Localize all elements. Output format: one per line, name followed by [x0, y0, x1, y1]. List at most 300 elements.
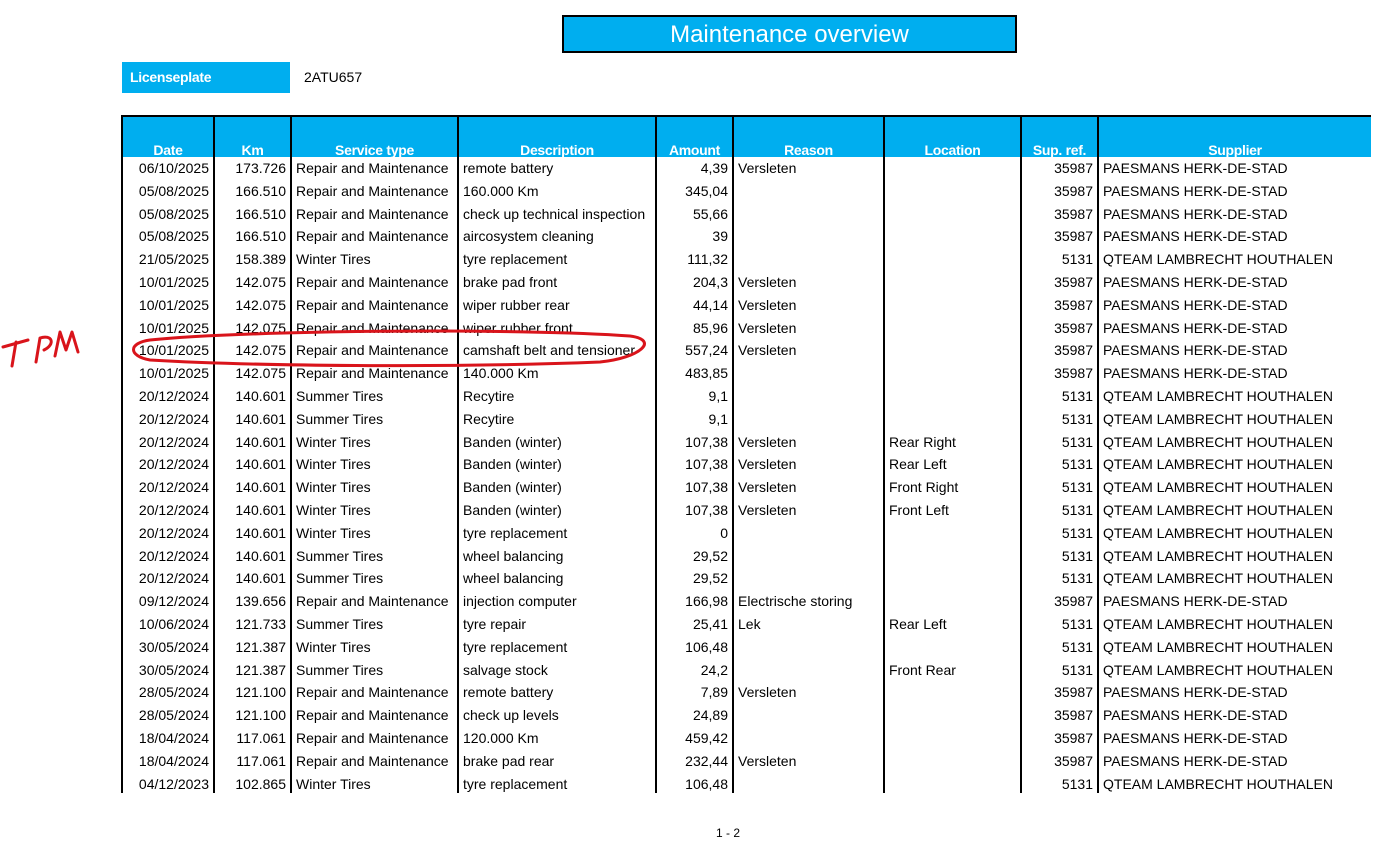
cell-location	[884, 567, 1021, 590]
cell-sup-ref: 35987	[1021, 180, 1098, 203]
cell-supplier: PAESMANS HERK-DE-STAD	[1098, 317, 1371, 340]
cell-supplier: QTEAM LAMBRECHT HOUTHALEN	[1098, 567, 1371, 590]
cell-date: 10/01/2025	[122, 271, 214, 294]
cell-service-type: Winter Tires	[291, 431, 458, 454]
cell-amount: 7,89	[656, 681, 733, 704]
cell-amount: 9,1	[656, 408, 733, 431]
cell-reason	[733, 180, 884, 203]
cell-location	[884, 636, 1021, 659]
cell-sup-ref: 35987	[1021, 362, 1098, 385]
cell-reason	[733, 636, 884, 659]
cell-sup-ref: 35987	[1021, 339, 1098, 362]
cell-service-type: Winter Tires	[291, 453, 458, 476]
table-row	[122, 476, 1371, 499]
cell-location	[884, 157, 1021, 180]
cell-km: 140.601	[214, 408, 291, 431]
cell-date: 20/12/2024	[122, 408, 214, 431]
cell-service-type: Summer Tires	[291, 659, 458, 682]
cell-reason	[733, 545, 884, 568]
cell-location	[884, 681, 1021, 704]
cell-location	[884, 180, 1021, 203]
table-row	[122, 431, 1371, 454]
cell-date: 20/12/2024	[122, 431, 214, 454]
cell-date: 05/08/2025	[122, 203, 214, 226]
column-header-amount[interactable]: Amount	[656, 116, 733, 157]
cell-km: 140.601	[214, 385, 291, 408]
cell-service-type: Repair and Maintenance	[291, 590, 458, 613]
cell-reason: Versleten	[733, 476, 884, 499]
cell-description: remote battery	[458, 157, 656, 180]
cell-supplier: QTEAM LAMBRECHT HOUTHALEN	[1098, 453, 1371, 476]
cell-km: 142.075	[214, 362, 291, 385]
cell-amount: 9,1	[656, 385, 733, 408]
cell-sup-ref: 35987	[1021, 317, 1098, 340]
table-row	[122, 567, 1371, 590]
cell-sup-ref: 35987	[1021, 203, 1098, 226]
cell-km: 121.100	[214, 704, 291, 727]
cell-description: Banden (winter)	[458, 453, 656, 476]
cell-sup-ref: 5131	[1021, 408, 1098, 431]
cell-date: 20/12/2024	[122, 545, 214, 568]
cell-location	[884, 294, 1021, 317]
column-header-reason[interactable]: Reason	[733, 116, 884, 157]
cell-reason	[733, 248, 884, 271]
annotation-letter-t	[3, 340, 28, 366]
cell-description: brake pad rear	[458, 750, 656, 773]
cell-amount: 459,42	[656, 727, 733, 750]
table-row	[122, 339, 1371, 362]
column-header-supplier[interactable]: Supplier	[1098, 116, 1371, 157]
cell-date: 20/12/2024	[122, 385, 214, 408]
cell-amount: 39	[656, 225, 733, 248]
cell-km: 139.656	[214, 590, 291, 613]
cell-description: wheel balancing	[458, 567, 656, 590]
cell-service-type: Summer Tires	[291, 385, 458, 408]
table-row	[122, 704, 1371, 727]
cell-reason	[733, 773, 884, 793]
cell-reason: Versleten	[733, 431, 884, 454]
cell-date: 10/01/2025	[122, 362, 214, 385]
cell-service-type: Repair and Maintenance	[291, 750, 458, 773]
cell-description: wheel balancing	[458, 545, 656, 568]
cell-location	[884, 203, 1021, 226]
cell-km: 140.601	[214, 545, 291, 568]
cell-reason	[733, 659, 884, 682]
cell-supplier: PAESMANS HERK-DE-STAD	[1098, 271, 1371, 294]
cell-location	[884, 545, 1021, 568]
cell-km: 158.389	[214, 248, 291, 271]
table-row	[122, 613, 1371, 636]
cell-km: 117.061	[214, 727, 291, 750]
cell-location	[884, 773, 1021, 793]
cell-supplier: PAESMANS HERK-DE-STAD	[1098, 750, 1371, 773]
cell-sup-ref: 5131	[1021, 476, 1098, 499]
column-header-service-type[interactable]: Service type	[291, 116, 458, 157]
cell-amount: 29,52	[656, 567, 733, 590]
cell-location	[884, 271, 1021, 294]
table-row	[122, 727, 1371, 750]
cell-sup-ref: 35987	[1021, 271, 1098, 294]
cell-sup-ref: 35987	[1021, 157, 1098, 180]
cell-date: 21/05/2025	[122, 248, 214, 271]
cell-location	[884, 704, 1021, 727]
cell-amount: 107,38	[656, 431, 733, 454]
cell-service-type: Repair and Maintenance	[291, 317, 458, 340]
cell-amount: 24,89	[656, 704, 733, 727]
cell-amount: 166,98	[656, 590, 733, 613]
cell-reason	[733, 203, 884, 226]
cell-supplier: PAESMANS HERK-DE-STAD	[1098, 294, 1371, 317]
cell-sup-ref: 5131	[1021, 522, 1098, 545]
cell-description: salvage stock	[458, 659, 656, 682]
table-row	[122, 408, 1371, 431]
cell-sup-ref: 5131	[1021, 773, 1098, 793]
cell-amount: 29,52	[656, 545, 733, 568]
cell-service-type: Summer Tires	[291, 613, 458, 636]
cell-location	[884, 522, 1021, 545]
cell-reason	[733, 727, 884, 750]
cell-description: tyre replacement	[458, 248, 656, 271]
cell-date: 28/05/2024	[122, 704, 214, 727]
cell-service-type: Winter Tires	[291, 636, 458, 659]
cell-service-type: Winter Tires	[291, 773, 458, 793]
cell-km: 166.510	[214, 180, 291, 203]
cell-reason	[733, 362, 884, 385]
cell-km: 142.075	[214, 317, 291, 340]
cell-description: Banden (winter)	[458, 499, 656, 522]
cell-sup-ref: 35987	[1021, 681, 1098, 704]
cell-location: Rear Left	[884, 453, 1021, 476]
table-row	[122, 636, 1371, 659]
cell-description: brake pad front	[458, 271, 656, 294]
cell-supplier: QTEAM LAMBRECHT HOUTHALEN	[1098, 431, 1371, 454]
cell-km: 117.061	[214, 750, 291, 773]
cell-service-type: Winter Tires	[291, 499, 458, 522]
cell-description: check up levels	[458, 704, 656, 727]
cell-location	[884, 750, 1021, 773]
cell-reason: Versleten	[733, 271, 884, 294]
cell-description: 140.000 Km	[458, 362, 656, 385]
cell-reason	[733, 385, 884, 408]
cell-supplier: QTEAM LAMBRECHT HOUTHALEN	[1098, 476, 1371, 499]
cell-location	[884, 317, 1021, 340]
cell-service-type: Winter Tires	[291, 476, 458, 499]
cell-amount: 4,39	[656, 157, 733, 180]
cell-location: Front Rear	[884, 659, 1021, 682]
table-row	[122, 659, 1371, 682]
cell-service-type: Repair and Maintenance	[291, 180, 458, 203]
table-row	[122, 203, 1371, 226]
cell-sup-ref: 5131	[1021, 385, 1098, 408]
cell-date: 20/12/2024	[122, 476, 214, 499]
cell-location	[884, 727, 1021, 750]
cell-sup-ref: 35987	[1021, 294, 1098, 317]
cell-reason	[733, 704, 884, 727]
cell-date: 05/08/2025	[122, 180, 214, 203]
cell-description: Recytire	[458, 408, 656, 431]
table-row	[122, 294, 1371, 317]
cell-reason: Versleten	[733, 499, 884, 522]
cell-supplier: QTEAM LAMBRECHT HOUTHALEN	[1098, 545, 1371, 568]
cell-service-type: Repair and Maintenance	[291, 271, 458, 294]
cell-location: Front Left	[884, 499, 1021, 522]
cell-date: 18/04/2024	[122, 750, 214, 773]
cell-km: 166.510	[214, 203, 291, 226]
annotation-letter-m	[55, 332, 78, 356]
cell-sup-ref: 5131	[1021, 431, 1098, 454]
cell-km: 142.075	[214, 271, 291, 294]
cell-description: Banden (winter)	[458, 476, 656, 499]
cell-service-type: Repair and Maintenance	[291, 157, 458, 180]
cell-sup-ref: 5131	[1021, 613, 1098, 636]
cell-reason	[733, 522, 884, 545]
cell-amount: 232,44	[656, 750, 733, 773]
cell-reason	[733, 225, 884, 248]
cell-amount: 557,24	[656, 339, 733, 362]
cell-sup-ref: 35987	[1021, 750, 1098, 773]
cell-amount: 44,14	[656, 294, 733, 317]
cell-km: 121.387	[214, 636, 291, 659]
cell-description: 120.000 Km	[458, 727, 656, 750]
cell-supplier: PAESMANS HERK-DE-STAD	[1098, 704, 1371, 727]
cell-supplier: QTEAM LAMBRECHT HOUTHALEN	[1098, 522, 1371, 545]
cell-amount: 111,32	[656, 248, 733, 271]
cell-reason: Versleten	[733, 317, 884, 340]
cell-description: aircosystem cleaning	[458, 225, 656, 248]
cell-service-type: Winter Tires	[291, 248, 458, 271]
cell-reason: Versleten	[733, 339, 884, 362]
cell-reason: Lek	[733, 613, 884, 636]
cell-supplier: QTEAM LAMBRECHT HOUTHALEN	[1098, 408, 1371, 431]
cell-amount: 24,2	[656, 659, 733, 682]
cell-sup-ref: 5131	[1021, 636, 1098, 659]
cell-sup-ref: 35987	[1021, 225, 1098, 248]
cell-amount: 106,48	[656, 773, 733, 793]
cell-sup-ref: 5131	[1021, 659, 1098, 682]
cell-km: 142.075	[214, 339, 291, 362]
cell-sup-ref: 5131	[1021, 453, 1098, 476]
table-row	[122, 590, 1371, 613]
cell-amount: 85,96	[656, 317, 733, 340]
cell-sup-ref: 5131	[1021, 499, 1098, 522]
cell-description: camshaft belt and tensioner	[458, 339, 656, 362]
cell-description: wiper rubber rear	[458, 294, 656, 317]
column-header-km[interactable]: Km	[214, 116, 291, 157]
cell-supplier: QTEAM LAMBRECHT HOUTHALEN	[1098, 613, 1371, 636]
cell-reason: Versleten	[733, 750, 884, 773]
cell-service-type: Summer Tires	[291, 545, 458, 568]
cell-km: 140.601	[214, 499, 291, 522]
page-title: Maintenance overview	[562, 15, 1017, 53]
cell-amount: 483,85	[656, 362, 733, 385]
cell-supplier: QTEAM LAMBRECHT HOUTHALEN	[1098, 773, 1371, 793]
license-plate-label: Licenseplate	[122, 62, 290, 93]
cell-service-type: Summer Tires	[291, 408, 458, 431]
table-row	[122, 248, 1371, 271]
cell-amount: 204,3	[656, 271, 733, 294]
table-row	[122, 453, 1371, 476]
cell-description: remote battery	[458, 681, 656, 704]
license-plate-value: 2ATU657	[304, 69, 363, 85]
cell-km: 140.601	[214, 476, 291, 499]
cell-date: 06/10/2025	[122, 157, 214, 180]
cell-date: 10/01/2025	[122, 339, 214, 362]
cell-supplier: PAESMANS HERK-DE-STAD	[1098, 203, 1371, 226]
table-row	[122, 180, 1371, 203]
cell-amount: 107,38	[656, 453, 733, 476]
cell-amount: 0	[656, 522, 733, 545]
cell-supplier: QTEAM LAMBRECHT HOUTHALEN	[1098, 499, 1371, 522]
table-header-row	[122, 116, 1371, 157]
cell-supplier: QTEAM LAMBRECHT HOUTHALEN	[1098, 248, 1371, 271]
cell-amount: 345,04	[656, 180, 733, 203]
cell-amount: 106,48	[656, 636, 733, 659]
cell-sup-ref: 5131	[1021, 545, 1098, 568]
annotation-letter-p	[36, 337, 51, 362]
cell-description: tyre replacement	[458, 522, 656, 545]
table-row	[122, 750, 1371, 773]
cell-service-type: Repair and Maintenance	[291, 339, 458, 362]
cell-supplier: PAESMANS HERK-DE-STAD	[1098, 339, 1371, 362]
cell-date: 10/01/2025	[122, 294, 214, 317]
page-number: 1 - 2	[716, 826, 741, 840]
cell-supplier: PAESMANS HERK-DE-STAD	[1098, 727, 1371, 750]
cell-supplier: PAESMANS HERK-DE-STAD	[1098, 590, 1371, 613]
cell-supplier: PAESMANS HERK-DE-STAD	[1098, 157, 1371, 180]
cell-amount: 25,41	[656, 613, 733, 636]
cell-reason	[733, 567, 884, 590]
cell-supplier: PAESMANS HERK-DE-STAD	[1098, 362, 1371, 385]
cell-sup-ref: 5131	[1021, 248, 1098, 271]
cell-supplier: PAESMANS HERK-DE-STAD	[1098, 681, 1371, 704]
table-row	[122, 522, 1371, 545]
cell-service-type: Repair and Maintenance	[291, 225, 458, 248]
cell-km: 102.865	[214, 773, 291, 793]
cell-service-type: Summer Tires	[291, 567, 458, 590]
cell-service-type: Repair and Maintenance	[291, 203, 458, 226]
table-row	[122, 157, 1371, 180]
cell-sup-ref: 35987	[1021, 590, 1098, 613]
cell-service-type: Repair and Maintenance	[291, 294, 458, 317]
cell-description: Recytire	[458, 385, 656, 408]
cell-location	[884, 248, 1021, 271]
table-row	[122, 545, 1371, 568]
cell-description: tyre replacement	[458, 773, 656, 793]
cell-km: 173.726	[214, 157, 291, 180]
cell-description: Banden (winter)	[458, 431, 656, 454]
cell-date: 20/12/2024	[122, 567, 214, 590]
column-header-sup-ref[interactable]: Sup. ref.	[1021, 116, 1098, 157]
cell-description: injection computer	[458, 590, 656, 613]
cell-reason: Versleten	[733, 294, 884, 317]
cell-date: 30/05/2024	[122, 659, 214, 682]
cell-reason: Versleten	[733, 157, 884, 180]
cell-date: 28/05/2024	[122, 681, 214, 704]
cell-sup-ref: 35987	[1021, 704, 1098, 727]
cell-description: check up technical inspection	[458, 203, 656, 226]
cell-location	[884, 408, 1021, 431]
cell-km: 142.075	[214, 294, 291, 317]
cell-km: 121.733	[214, 613, 291, 636]
cell-service-type: Repair and Maintenance	[291, 727, 458, 750]
cell-km: 121.387	[214, 659, 291, 682]
cell-description: wiper rubber front	[458, 317, 656, 340]
table-row	[122, 362, 1371, 385]
cell-supplier: PAESMANS HERK-DE-STAD	[1098, 225, 1371, 248]
cell-sup-ref: 35987	[1021, 727, 1098, 750]
maintenance-table	[121, 115, 1371, 793]
cell-date: 20/12/2024	[122, 499, 214, 522]
cell-date: 04/12/2023	[122, 773, 214, 793]
column-header-location[interactable]: Location	[884, 116, 1021, 157]
table-row	[122, 773, 1371, 793]
cell-date: 20/12/2024	[122, 522, 214, 545]
column-header-description[interactable]: Description	[458, 116, 656, 157]
table-row	[122, 681, 1371, 704]
cell-location	[884, 339, 1021, 362]
table-row	[122, 317, 1371, 340]
cell-supplier: QTEAM LAMBRECHT HOUTHALEN	[1098, 659, 1371, 682]
cell-description: 160.000 Km	[458, 180, 656, 203]
cell-amount: 107,38	[656, 476, 733, 499]
cell-description: tyre replacement	[458, 636, 656, 659]
cell-service-type: Repair and Maintenance	[291, 681, 458, 704]
cell-location	[884, 362, 1021, 385]
cell-date: 20/12/2024	[122, 453, 214, 476]
cell-amount: 107,38	[656, 499, 733, 522]
cell-km: 140.601	[214, 431, 291, 454]
table-row	[122, 225, 1371, 248]
cell-service-type: Repair and Maintenance	[291, 362, 458, 385]
table-row	[122, 499, 1371, 522]
cell-date: 10/01/2025	[122, 317, 214, 340]
cell-km: 140.601	[214, 567, 291, 590]
maintenance-table-container	[121, 115, 1371, 793]
cell-location	[884, 225, 1021, 248]
table-row	[122, 385, 1371, 408]
cell-km: 140.601	[214, 522, 291, 545]
cell-description: tyre repair	[458, 613, 656, 636]
cell-location: Front Right	[884, 476, 1021, 499]
cell-location: Rear Right	[884, 431, 1021, 454]
cell-service-type: Repair and Maintenance	[291, 704, 458, 727]
cell-reason	[733, 408, 884, 431]
cell-location	[884, 590, 1021, 613]
cell-reason: Electrische storing	[733, 590, 884, 613]
table-row	[122, 271, 1371, 294]
cell-location: Rear Left	[884, 613, 1021, 636]
column-header-date[interactable]: Date	[122, 116, 214, 157]
cell-sup-ref: 5131	[1021, 567, 1098, 590]
cell-date: 18/04/2024	[122, 727, 214, 750]
cell-reason: Versleten	[733, 681, 884, 704]
cell-date: 30/05/2024	[122, 636, 214, 659]
cell-date: 10/06/2024	[122, 613, 214, 636]
table-body	[122, 157, 1371, 793]
cell-reason: Versleten	[733, 453, 884, 476]
cell-date: 05/08/2025	[122, 225, 214, 248]
cell-supplier: QTEAM LAMBRECHT HOUTHALEN	[1098, 636, 1371, 659]
cell-service-type: Winter Tires	[291, 522, 458, 545]
cell-km: 121.100	[214, 681, 291, 704]
cell-km: 166.510	[214, 225, 291, 248]
cell-date: 09/12/2024	[122, 590, 214, 613]
cell-amount: 55,66	[656, 203, 733, 226]
cell-location	[884, 385, 1021, 408]
cell-supplier: PAESMANS HERK-DE-STAD	[1098, 180, 1371, 203]
cell-km: 140.601	[214, 453, 291, 476]
cell-supplier: QTEAM LAMBRECHT HOUTHALEN	[1098, 385, 1371, 408]
